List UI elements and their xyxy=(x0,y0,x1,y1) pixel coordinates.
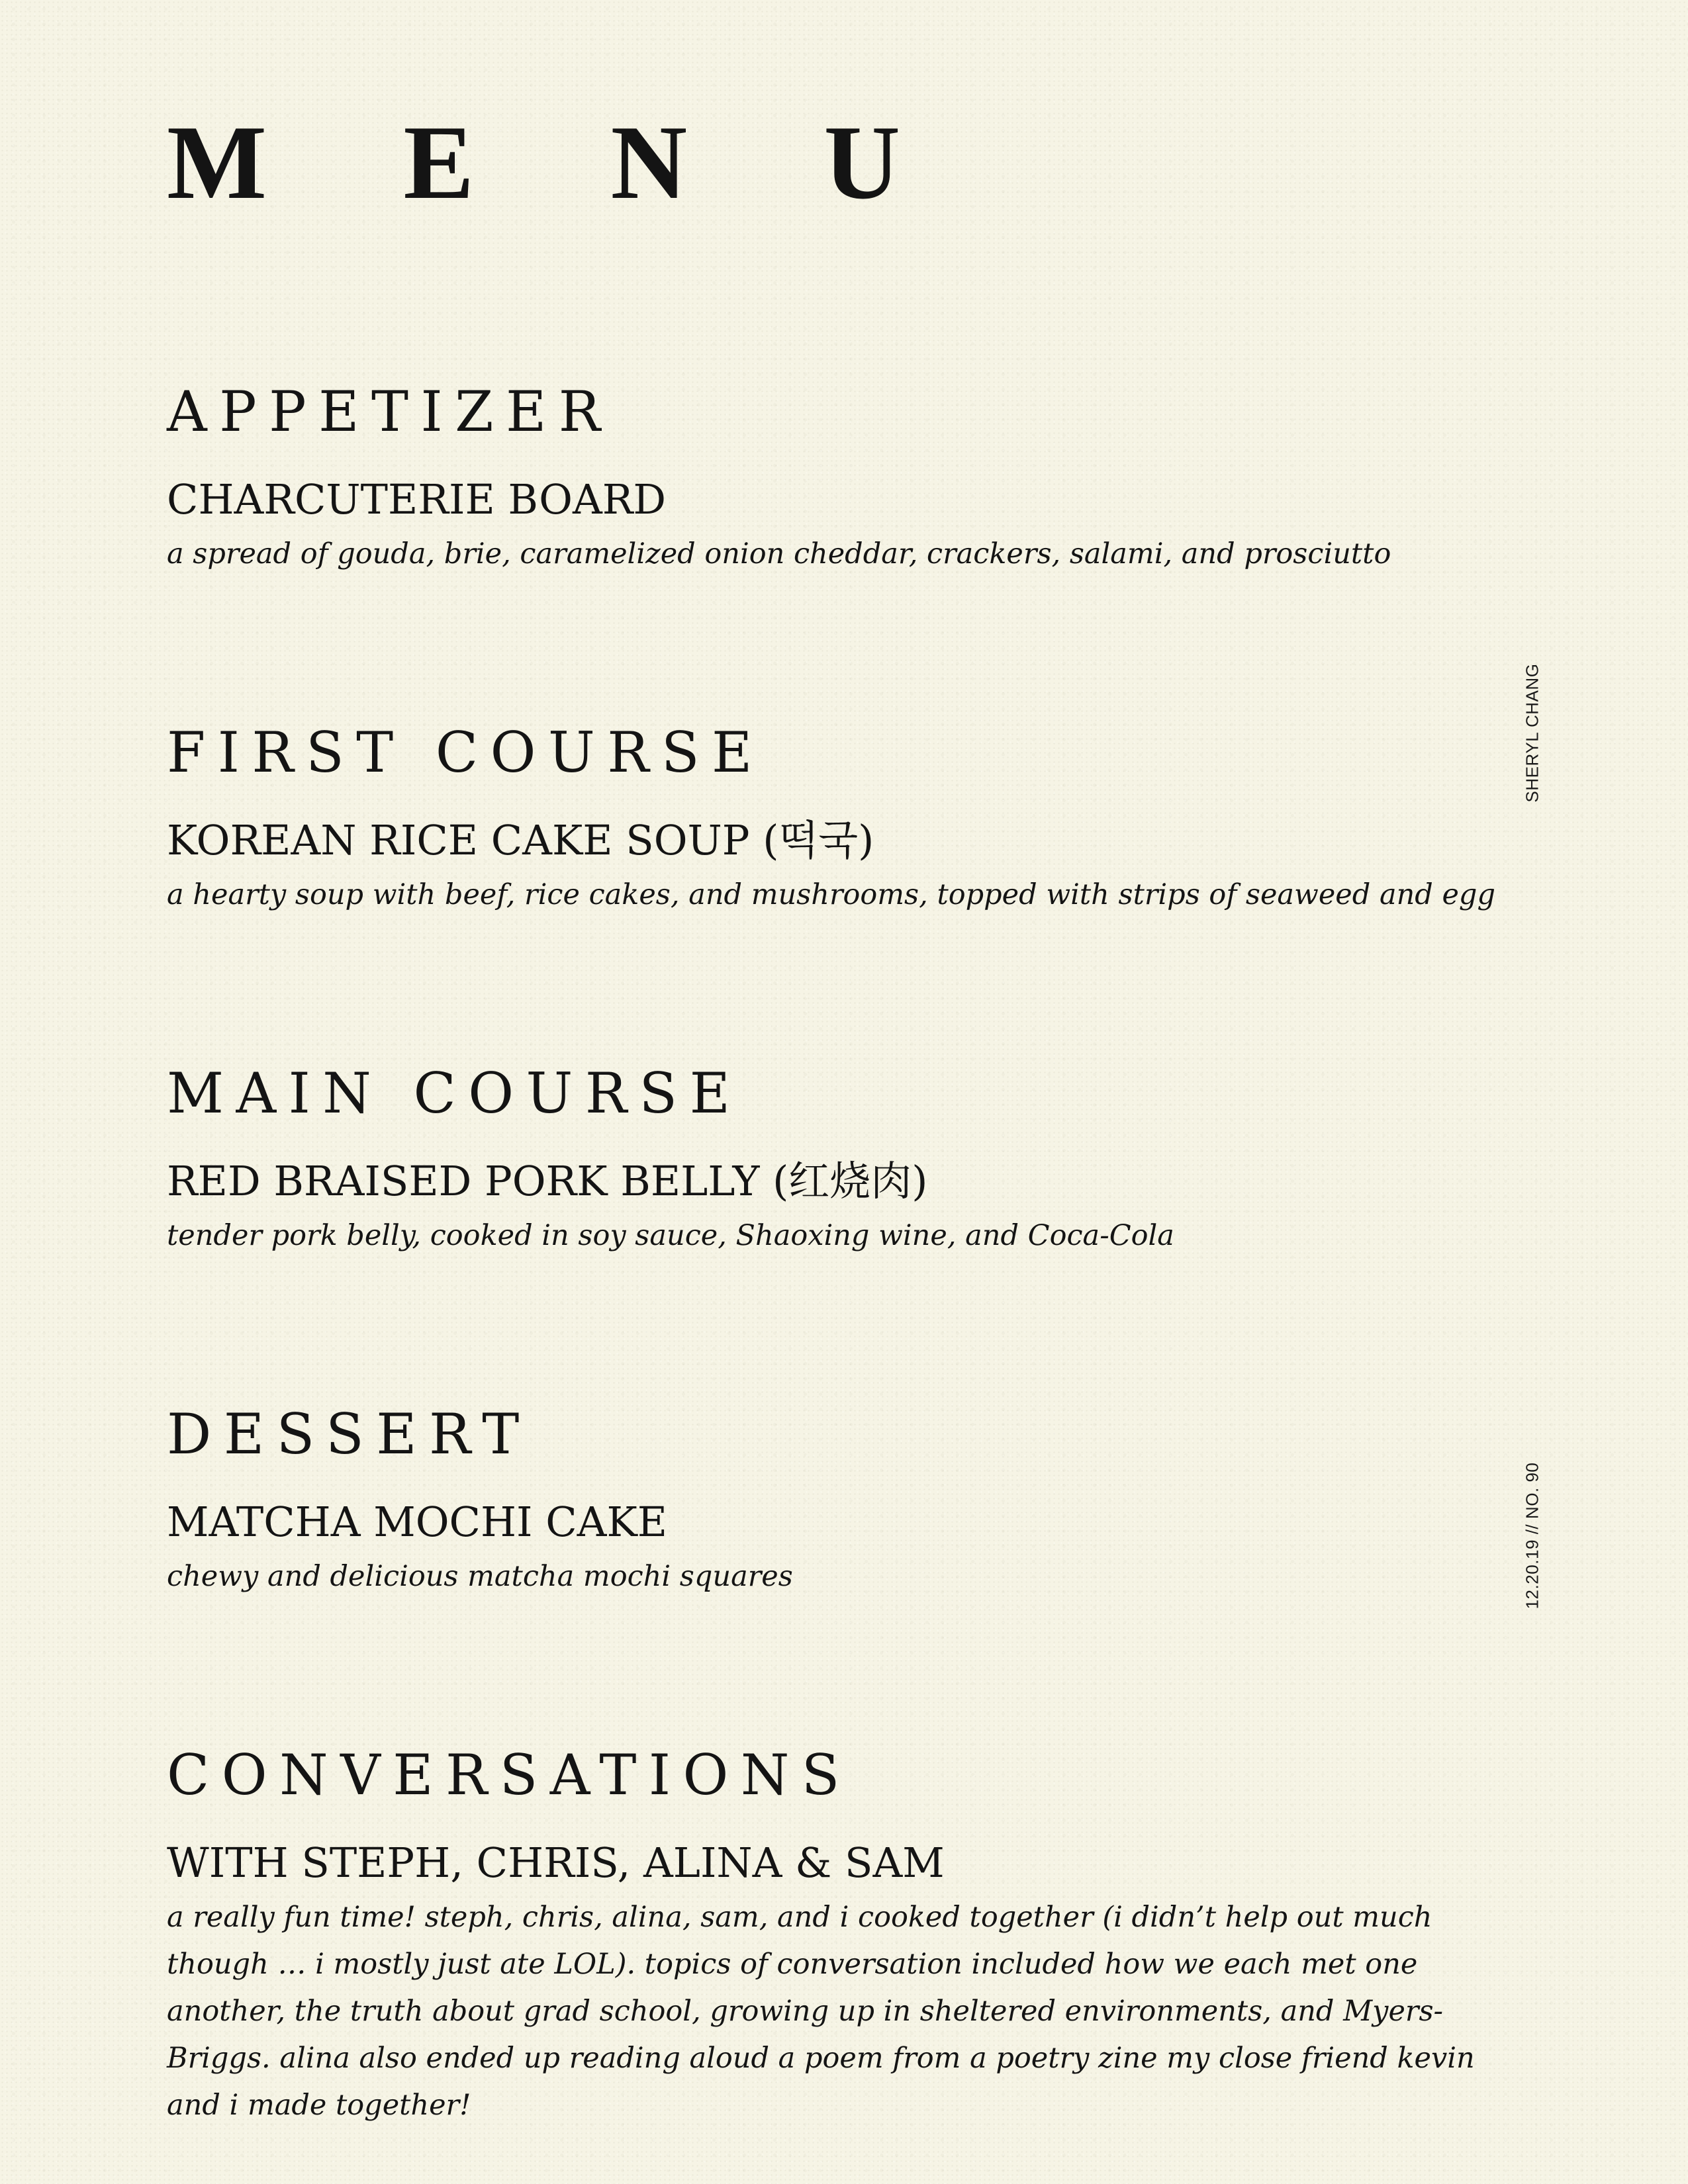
section-heading: CONVERSATIONS xyxy=(167,1743,852,1807)
page-title: M E N U xyxy=(167,103,956,221)
dish-description: a spread of gouda, brie, caramelized onion cheddar, crackers, salami, and prosciutto xyxy=(167,537,1391,570)
dish-name: MATCHA MOCHI CAKE xyxy=(167,1498,668,1546)
section-main-course xyxy=(167,1061,1544,1259)
dish-name: CHARCUTERIE BOARD xyxy=(167,475,667,523)
dish-description: tender pork belly, cooked in soy sauce, Shaoxing wine, and Coca-Cola xyxy=(167,1219,1174,1252)
dish-description: a really fun time! steph, chris, alina, sam, and i cooked together (i didn’t help out much though … i mostly just ate LOL). topics of conversation included how we each met one another, the truth about grad school, growing up in sheltered environments, and Myers-Briggs. alina also ended up reading aloud a poem from a poetry zine my close friend kevin and i made together! xyxy=(167,1901,1475,2122)
section-heading: MAIN COURSE xyxy=(167,1061,743,1126)
section-heading: APPETIZER xyxy=(167,379,613,444)
dish-name: RED BRAISED PORK BELLY (红烧肉) xyxy=(167,1157,928,1205)
dish-description: chewy and delicious matcha mochi squares xyxy=(167,1560,793,1593)
date-issue: 12.20.19 // NO. 90 xyxy=(1522,1462,1542,1610)
section-appetizer xyxy=(167,379,1544,578)
section-heading: FIRST COURSE xyxy=(167,720,765,785)
dish-name: WITH STEPH, CHRIS, ALINA & SAM xyxy=(167,1839,945,1887)
section-dessert xyxy=(167,1402,1544,1600)
section-conversations xyxy=(167,1743,1544,2129)
section-first-course xyxy=(167,720,1544,919)
author-credit: SHERYL CHANG xyxy=(1522,663,1542,803)
dish-description: a hearty soup with beef, rice cakes, and mushrooms, topped with strips of seaweed and egg xyxy=(167,878,1495,911)
dish-name: KOREAN RICE CAKE SOUP (떡국) xyxy=(167,816,874,864)
section-heading: DESSERT xyxy=(167,1402,532,1467)
